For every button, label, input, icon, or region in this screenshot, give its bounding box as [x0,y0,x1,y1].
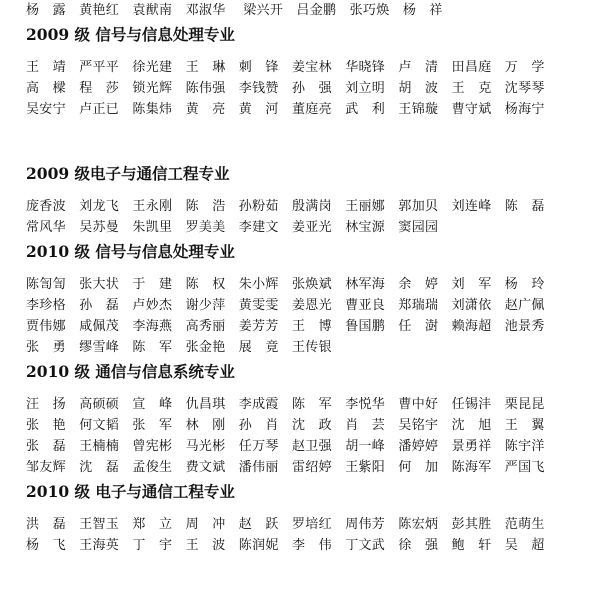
section-heading: 2009 级电子与通信工程专业 [26,164,230,183]
section-heading: 2009 级 信号与信息处理专业 [26,25,235,44]
name-row: 庞香波 刘龙飞 王永刚 陈 浩 孙粉茹 殷满岗 王丽娜 郭加贝 刘连峰 陈 磊 [26,199,545,214]
section-heading: 2010 级 电子与通信工程专业 [26,482,235,501]
name-row: 杨 飞 王海英 丁 宇 王 波 陈润妮 李 伟 丁文武 徐 强 鲍 轩 吴 超 [26,538,545,553]
section-2010-electronics-communication [26,482,606,556]
section-2010-signal-processing [26,242,606,358]
name-row: 吴安宁 卢正已 陈集炜 黄 亮 黄 河 董庭亮 武 利 王锦璇 曹守斌 杨海宁 [26,102,545,117]
name-row: 洪 磊 王智玉 郑 立 周 冲 赵 跃 罗培红 周伟芳 陈宏炳 彭其胜 范萌生 [26,517,545,532]
section-2009-electronics-communication [26,164,606,238]
name-row: 常风华 吴苏曼 朱凯里 罗美美 李建文 姜亚光 林宝源 窦园园 [26,220,439,235]
section-continuation [26,0,606,21]
section-2009-signal-processing [26,25,606,120]
name-row: 张 艳 何文韬 张 军 林 刚 孙 肖 沈 政 肖 芸 吴铭宇 沈 旭 王 翼 [26,418,545,433]
section-heading: 2010 级 信号与信息处理专业 [26,242,235,261]
name-row: 汪 扬 高硕硕 宣 峰 仇昌琪 李成霞 陈 军 李悦华 曹中好 任锡沣 栗昆昆 [26,397,545,412]
section-2010-communication-systems [26,362,606,478]
name-row: 张 磊 王楠楠 曾宪彬 马光彬 任万琴 赵卫强 胡一峰 潘婷婷 景勇祥 陈宇洋 [26,439,545,454]
name-row: 杨 露 黄艳红 袁猷南 邓淑华 梁兴开 吕金鹏 张巧焕 杨 祥 [26,3,443,18]
name-row: 王 靖 严平平 徐光建 王 琳 刺 锋 姜宝林 华晓锋 卢 清 田昌庭 万 学 [26,60,545,75]
name-row: 贾伟娜 咸佩茂 李海燕 高秀丽 姜芳芳 王 博 鲁国鹏 任 澍 赖海超 池景秀 [26,319,545,334]
name-row: 张 勇 缪雪峰 陈 军 张金艳 展 竟 王传银 [26,340,332,355]
name-row: 李珍格 孙 磊 卢妙杰 谢少萍 黄雯雯 姜恩光 曹亚良 郑瑞瑞 刘潇依 赵广佩 [26,298,545,313]
name-row: 陈訇訇 张大状 于 建 陈 权 朱小辉 张焕斌 林军海 余 婷 刘 军 杨 玲 [26,277,545,292]
document-page [26,0,606,556]
name-row: 高 樑 程 莎 锁光辉 陈伟强 李钱赞 孙 强 刘立明 胡 波 王 克 沈琴琴 [26,81,545,96]
name-row: 邹友辉 沈 磊 孟俊生 费文斌 潘伟丽 雷绍婷 王紫阳 何 加 陈海军 严国飞 [26,460,545,475]
section-heading: 2010 级 通信与信息系统专业 [26,362,235,381]
